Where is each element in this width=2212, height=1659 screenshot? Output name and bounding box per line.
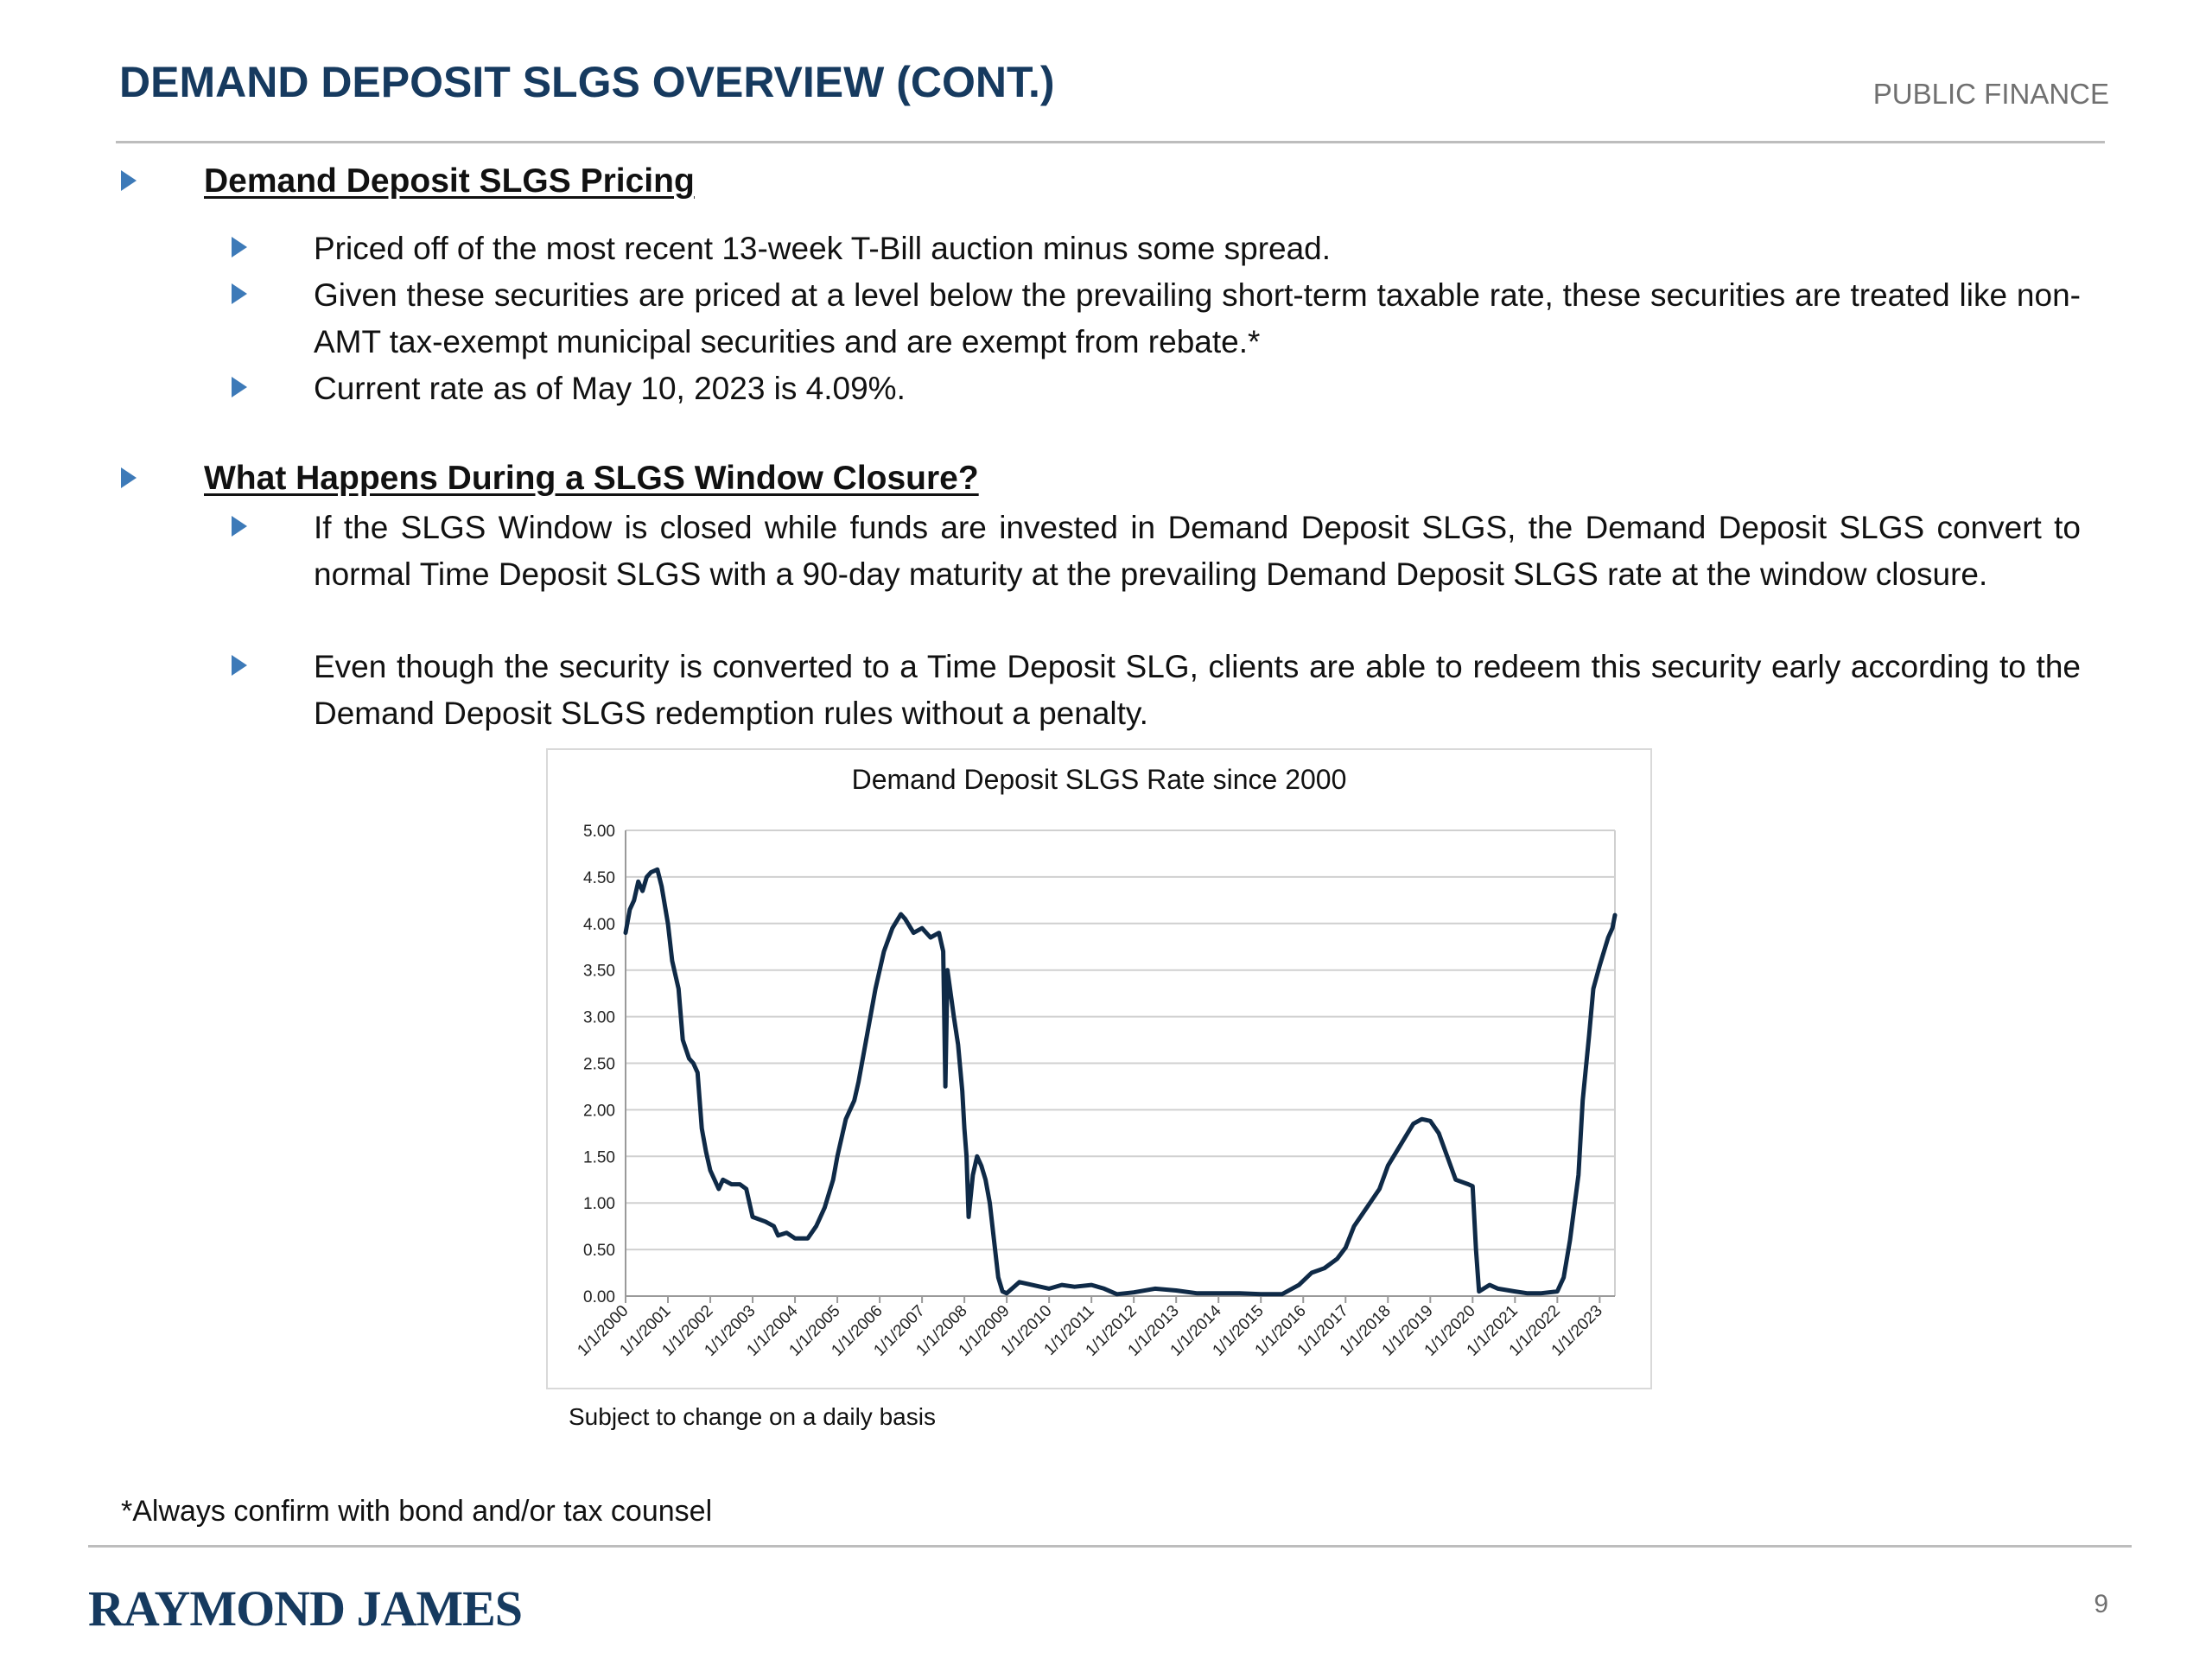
x-tick-label: 1/1/2004 (743, 1301, 802, 1360)
list-bullet-icon (232, 516, 247, 537)
list-item: Priced off of the most recent 13-week T-Bill auction minus some spread. (314, 231, 1332, 266)
page-title: DEMAND DEPOSIT SLGS OVERVIEW (CONT.) (119, 58, 1055, 106)
rate-chart (546, 748, 1652, 1389)
x-tick-label: 1/1/2002 (658, 1301, 717, 1360)
list-item: If the SLGS Window is closed while funds are invested in Demand Deposit SLGS, the Demand Deposit SLGS convert to normal Time Deposit SLGS with a 90-day maturity at the prevailing Demand Deposit SLGS rate at the window closure. (314, 510, 2081, 592)
x-tick-label: 1/1/2006 (828, 1301, 887, 1360)
list-bullet-icon (232, 655, 247, 676)
y-tick-label: 4.00 (583, 915, 615, 934)
y-tick-label: 4.50 (583, 868, 615, 887)
section-bullet-icon (121, 467, 137, 488)
x-tick-label: 1/1/2007 (870, 1301, 929, 1360)
y-tick-label: 3.00 (583, 1008, 615, 1027)
x-tick-label: 1/1/2022 (1505, 1301, 1564, 1360)
list-item: Current rate as of May 10, 2023 is 4.09%. (314, 371, 906, 406)
list-item: Even though the security is converted to a Time Deposit SLG, clients are able to redeem this security early according to the Demand Deposit SLGS redemption rules without a penalty. (314, 649, 2081, 731)
list-bullet-icon (232, 283, 247, 304)
chart-title: Demand Deposit SLGS Rate since 2000 (851, 764, 1347, 795)
x-tick-label: 1/1/2017 (1294, 1301, 1352, 1360)
x-tick-label: 1/1/2010 (997, 1301, 1056, 1360)
chart-note: Subject to change on a daily basis (569, 1403, 936, 1430)
y-tick-label: 1.50 (583, 1148, 615, 1167)
section-label: PUBLIC FINANCE (1872, 78, 2109, 110)
x-tick-label: 1/1/2016 (1251, 1301, 1310, 1360)
y-tick-label: 2.00 (583, 1102, 615, 1121)
y-tick-label: 0.50 (583, 1242, 615, 1261)
y-tick-label: 1.00 (583, 1195, 615, 1214)
section-bullet-icon (121, 170, 137, 191)
y-tick-label: 3.50 (583, 962, 615, 981)
x-tick-label: 1/1/2009 (955, 1301, 1014, 1360)
x-tick-label: 1/1/2011 (1040, 1301, 1098, 1359)
x-tick-label: 1/1/2023 (1548, 1301, 1606, 1360)
x-tick-label: 1/1/2001 (616, 1301, 675, 1360)
page-number: 9 (2094, 1590, 2108, 1618)
x-tick-label: 1/1/2005 (785, 1301, 844, 1360)
x-tick-label: 1/1/2021 (1463, 1301, 1522, 1360)
x-tick-label: 1/1/2012 (1082, 1301, 1141, 1360)
x-tick-label: 1/1/2014 (1166, 1301, 1225, 1360)
list-bullet-icon (232, 377, 247, 397)
section-heading-pricing: Demand Deposit SLGS Pricing (204, 162, 695, 200)
header-divider (116, 141, 2105, 143)
x-tick-label: 1/1/2015 (1209, 1301, 1268, 1360)
x-tick-label: 1/1/2000 (574, 1301, 632, 1360)
list-bullet-icon (232, 237, 247, 257)
x-tick-label: 1/1/2018 (1336, 1301, 1395, 1360)
y-tick-label: 2.50 (583, 1055, 615, 1074)
footer-divider (88, 1545, 2132, 1548)
x-tick-label: 1/1/2020 (1421, 1301, 1479, 1360)
section-heading-window-closure: What Happens During a SLGS Window Closure? (204, 460, 979, 497)
y-tick-label: 5.00 (583, 823, 615, 841)
y-tick-label: 0.00 (583, 1288, 615, 1306)
series-line (626, 869, 1615, 1294)
x-tick-label: 1/1/2003 (701, 1301, 760, 1360)
x-tick-label: 1/1/2008 (912, 1301, 971, 1360)
brand-logo: RAYMOND JAMES (88, 1580, 523, 1637)
footnote: *Always confirm with bond and/or tax counsel (121, 1495, 713, 1528)
rate-chart-svg (548, 750, 1650, 1388)
list-item: Given these securities are priced at a level below the prevailing short-term taxable rate, these securities are treated like non-AMT tax-exempt municipal securities and are exempt from rebate.* (314, 277, 2081, 359)
x-tick-label: 1/1/2019 (1378, 1301, 1437, 1360)
x-tick-label: 1/1/2013 (1124, 1301, 1183, 1360)
